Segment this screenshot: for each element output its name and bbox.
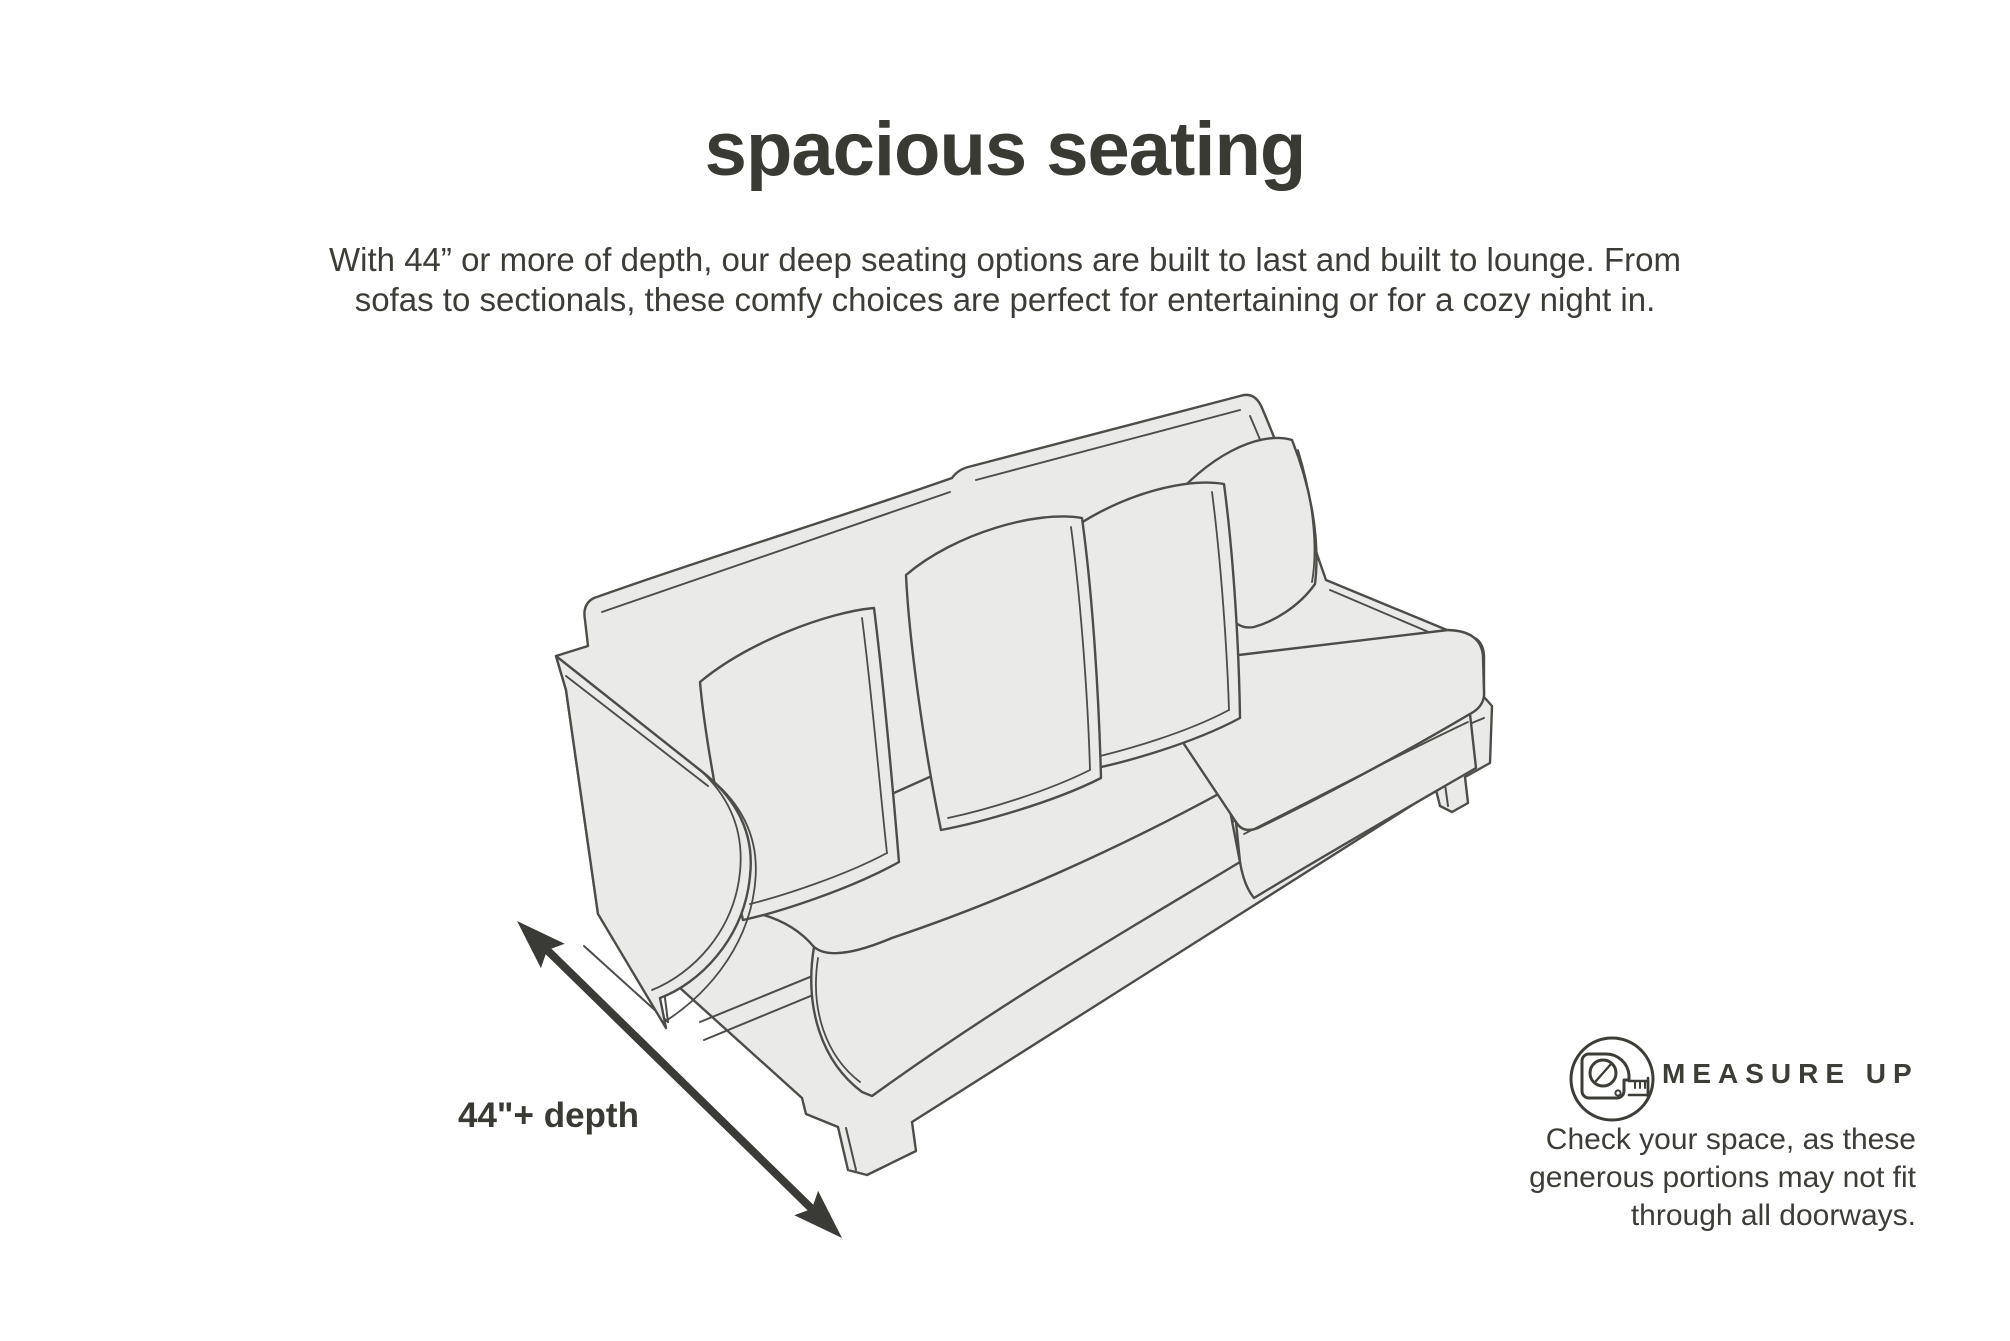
measure-up-note-line-3: through all doorways. [1630, 1199, 1916, 1232]
measure-up-note-line-1: Check your space, as these [1545, 1123, 1916, 1156]
intro-line-1: With 44” or more of depth, our deep seating options are built to last and built to lounge. From [329, 241, 1681, 278]
tape-measure-icon [1571, 1038, 1653, 1120]
measure-up-heading: MEASURE UP [1662, 1058, 1919, 1089]
intro-line-2: sofas to sectionals, these comfy choices are perfect for entertaining or for a cozy night in. [354, 281, 1656, 318]
page-title: spacious seating [704, 107, 1306, 192]
measure-up-note [1296, 1121, 1916, 1235]
depth-dimension-label: 44"+ depth [458, 1096, 639, 1135]
sofa-drawing [556, 395, 1492, 1175]
measure-up-note-line-2: generous portions may not fit [1529, 1161, 1916, 1194]
intro-paragraph [0, 240, 2010, 320]
